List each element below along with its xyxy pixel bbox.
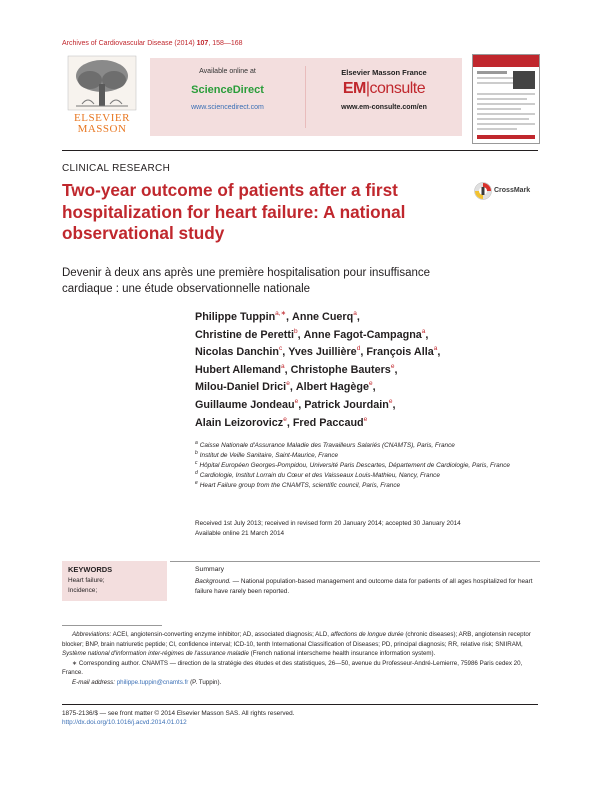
author-affiliation-marker[interactable]: a bbox=[353, 310, 357, 317]
author-affiliation-marker[interactable]: e bbox=[390, 362, 395, 370]
author-list bbox=[195, 309, 540, 432]
elsevier-masson-logo bbox=[62, 54, 142, 136]
author-separator: , bbox=[284, 363, 291, 376]
author-name[interactable] bbox=[296, 381, 376, 393]
author-name-text: Hubert Allemand bbox=[195, 363, 281, 376]
keyword-item: Incidence; bbox=[68, 587, 98, 594]
author-name-text: Anne Fagot-Campagna bbox=[303, 328, 422, 341]
em-logo-right: consulte bbox=[369, 80, 426, 97]
crossmark-badge[interactable] bbox=[474, 182, 554, 202]
author-affiliation-marker[interactable]: b bbox=[294, 327, 298, 335]
journal-pages: , 158—168 bbox=[208, 40, 243, 47]
author-name-text: Guillaume Jondeau bbox=[195, 398, 295, 411]
author-line bbox=[195, 379, 540, 397]
author-separator: , bbox=[425, 328, 429, 341]
author-name[interactable] bbox=[195, 329, 304, 341]
journal-cover-icon bbox=[473, 55, 539, 143]
author-affiliation-marker[interactable]: a bbox=[281, 362, 285, 370]
author-line bbox=[195, 327, 540, 345]
author-affiliation-marker[interactable]: d bbox=[356, 345, 361, 353]
affiliation-marker: d bbox=[195, 470, 198, 476]
author-line bbox=[195, 309, 540, 327]
section-label: CLINICAL RESEARCH bbox=[62, 163, 171, 174]
author-name-text: Alain Leizorovicz bbox=[195, 416, 284, 429]
abbreviations-text: (French national interscheme health insurance information system). bbox=[248, 650, 436, 658]
affiliation-text: Caisse Nationale d'Assurance Maladie des Travailleurs Salariés (CNAMTS), Paris, France bbox=[199, 442, 455, 449]
author-name[interactable] bbox=[195, 346, 288, 358]
affiliation-text: Institut de Veille Sanitaire, Saint-Maurice, France bbox=[199, 452, 339, 459]
copyright-line: 1875-2136/$ — see front matter © 2014 Elsevier Masson SAS. All rights reserved. bbox=[62, 710, 295, 717]
author-name[interactable] bbox=[195, 364, 291, 376]
article-dates bbox=[195, 519, 540, 539]
keyword-item: Heart failure; bbox=[68, 577, 105, 584]
logo-text-masson: MASSON bbox=[77, 123, 127, 135]
em-consulte-link[interactable]: www.em-consulte.com/en bbox=[341, 104, 427, 111]
author-affiliation-marker[interactable]: e bbox=[294, 397, 299, 405]
author-separator: , bbox=[282, 346, 289, 359]
author-name-text: Albert Hagège bbox=[295, 381, 370, 394]
header-rule bbox=[62, 150, 538, 151]
affiliation-text: Heart Failure group from the CNAMTS, scientific council, Paris, France bbox=[199, 482, 401, 489]
author-line bbox=[195, 415, 540, 433]
author-line bbox=[195, 344, 540, 362]
crossmark-icon bbox=[474, 182, 492, 200]
summary-title: Summary bbox=[195, 566, 225, 573]
email-footnote bbox=[62, 678, 540, 688]
em-logo-left: EM bbox=[342, 80, 366, 97]
corresponding-author-footnote: ∗ Corresponding author. CNAMTS — direction de la stratégie des études et des statistiques, 26—50, avenue du Professeur-André-Lemierre, 75986 Paris cedex 20, France. bbox=[62, 659, 523, 677]
em-consulte-logo[interactable] bbox=[306, 80, 462, 98]
received-dates: Received 1st July 2013; received in revised form 20 January 2014; accepted 30 January 2014 bbox=[195, 520, 461, 527]
author-name-text: Nicolas Danchin bbox=[195, 346, 279, 359]
author-name-text: Philippe Tuppin bbox=[195, 311, 276, 323]
author-name[interactable] bbox=[304, 399, 395, 411]
logo-text-elsevier: ELSEVIER bbox=[74, 112, 130, 124]
author-affiliation-marker[interactable]: e bbox=[286, 380, 290, 388]
author-name-text: Fred Paccaud bbox=[292, 416, 364, 429]
author-separator: , bbox=[392, 398, 396, 411]
author-affiliation-marker[interactable]: a bbox=[421, 327, 426, 335]
author-name[interactable] bbox=[293, 417, 367, 429]
author-separator: , bbox=[289, 381, 296, 394]
affiliation-marker: c bbox=[195, 460, 198, 466]
abbreviations-text: ACEI, angiotensin-converting enzyme inhibitor; AD, associated diagnosis; ALD, bbox=[111, 631, 331, 638]
footnotes bbox=[62, 630, 540, 688]
article-title: Two-year outcome of patients after a first hospitalization for heart failure: A national observational study bbox=[62, 180, 406, 243]
availability-banner bbox=[150, 58, 462, 136]
author-name[interactable] bbox=[288, 346, 366, 358]
available-online-date: Available online 21 March 2014 bbox=[195, 530, 285, 537]
affiliations bbox=[195, 441, 540, 491]
publisher-name: Elsevier Masson France bbox=[341, 68, 427, 77]
footnote-rule bbox=[62, 625, 162, 626]
author-name-text: Christophe Bauters bbox=[290, 363, 391, 376]
affiliation-marker: e bbox=[195, 480, 198, 486]
affiliation-item bbox=[195, 451, 540, 461]
abbreviations-italic: Système national d'information inter-régimes de l'assurance maladie bbox=[62, 650, 249, 658]
affiliation-marker: b bbox=[195, 450, 198, 456]
author-name[interactable] bbox=[195, 311, 292, 323]
banner-divider bbox=[305, 66, 306, 128]
copyright-rule bbox=[62, 704, 538, 705]
crossmark-label: CrossMark bbox=[494, 187, 531, 194]
author-separator: , bbox=[437, 346, 441, 359]
author-name[interactable] bbox=[195, 381, 296, 393]
abbreviations-text: (chronic diseases); ARB, angiotensin receptor blocker; BNP, brain natriuretic peptide; CI, confidence interval; ICD-10, tenth International Classification of Diseases; PD, principal diagnosis; RR, relative risk; SNIIRAM, bbox=[62, 631, 531, 648]
author-name-text: Milou-Daniel Drici bbox=[195, 381, 287, 394]
author-name[interactable] bbox=[366, 346, 440, 358]
french-title: Devenir à deux ans après une première hospitalisation pour insuffisance cardiaque : une étude observationnelle nationale bbox=[62, 267, 431, 295]
author-name[interactable] bbox=[291, 364, 398, 376]
affiliation-item bbox=[195, 471, 540, 481]
available-online-label: Available online at bbox=[199, 68, 256, 75]
affiliation-item bbox=[195, 441, 540, 451]
affiliation-marker: a bbox=[195, 440, 198, 446]
author-separator: , bbox=[394, 363, 398, 376]
background-text: — National population-based management and outcome data for patients of all ages hospitalized for heart failure have rarely been reported. bbox=[195, 578, 533, 595]
affiliation-text: Hôpital Européen Georges-Pompidou, Université Paris Descartes, Département de Cardiologie, Paris, France bbox=[199, 462, 510, 469]
author-name-text: Patrick Jourdain bbox=[304, 398, 389, 411]
affiliation-item bbox=[195, 481, 540, 491]
affiliation-text: Cardiologie, Institut Lorrain du Cœur et des Vaisseaux Louis-Mathieu, Nancy, France bbox=[199, 472, 440, 479]
author-affiliation-marker[interactable]: e bbox=[369, 380, 373, 388]
abbreviations-italic: affections de longue durée bbox=[330, 631, 404, 638]
author-affiliation-marker[interactable]: a bbox=[433, 345, 438, 353]
author-affiliation-marker[interactable]: c bbox=[279, 345, 283, 353]
affiliation-item bbox=[195, 461, 540, 471]
email-after: (P. Tuppin). bbox=[188, 678, 222, 686]
author-separator: , bbox=[286, 311, 293, 323]
abbreviations-label: Abbreviations: bbox=[72, 631, 112, 638]
author-name[interactable] bbox=[304, 329, 429, 341]
keywords-box bbox=[62, 561, 167, 601]
author-separator: , bbox=[356, 311, 360, 323]
author-separator: , bbox=[360, 346, 367, 359]
journal-name: Archives of Cardiovascular Disease (2014) bbox=[62, 40, 195, 47]
author-separator: , bbox=[298, 398, 305, 411]
author-line bbox=[195, 362, 540, 380]
summary-rule bbox=[170, 561, 540, 562]
email-link[interactable]: philippe.tuppin@cnamts.fr bbox=[116, 678, 189, 686]
author-affiliation-marker[interactable]: e bbox=[363, 415, 368, 423]
author-name-text: François Alla bbox=[366, 346, 434, 359]
author-separator: , bbox=[286, 416, 293, 429]
author-affiliation-marker[interactable]: e bbox=[283, 415, 287, 423]
journal-volume: 107 bbox=[196, 40, 209, 47]
abbreviations-footnote bbox=[62, 630, 540, 659]
author-name-text: Christine de Peretti bbox=[195, 328, 294, 341]
author-affiliation-marker[interactable]: a,∗ bbox=[275, 310, 287, 317]
doi-link[interactable]: http://dx.doi.org/10.1016/j.acvd.2014.01.012 bbox=[62, 719, 187, 726]
author-name-text: Yves Juillière bbox=[288, 346, 357, 359]
summary-background bbox=[195, 577, 540, 597]
author-name-text: Anne Cuerq bbox=[292, 311, 354, 323]
author-name[interactable] bbox=[195, 417, 293, 429]
background-label: Background. bbox=[195, 578, 231, 585]
author-separator: , bbox=[297, 328, 304, 341]
sciencedirect-logo[interactable]: ScienceDirect bbox=[191, 84, 264, 96]
sciencedirect-link[interactable]: www.sciencedirect.com bbox=[191, 104, 264, 111]
author-name[interactable] bbox=[292, 311, 360, 323]
journal-citation[interactable] bbox=[62, 40, 243, 47]
em-logo-separator-icon: | bbox=[365, 80, 370, 97]
author-name[interactable] bbox=[195, 399, 304, 411]
keywords-title: KEYWORDS bbox=[68, 565, 113, 574]
author-line bbox=[195, 397, 540, 415]
email-label: E-mail address: bbox=[72, 678, 115, 686]
author-affiliation-marker[interactable]: e bbox=[388, 397, 393, 405]
journal-cover-thumbnail bbox=[472, 54, 540, 144]
author-separator: , bbox=[372, 381, 376, 394]
